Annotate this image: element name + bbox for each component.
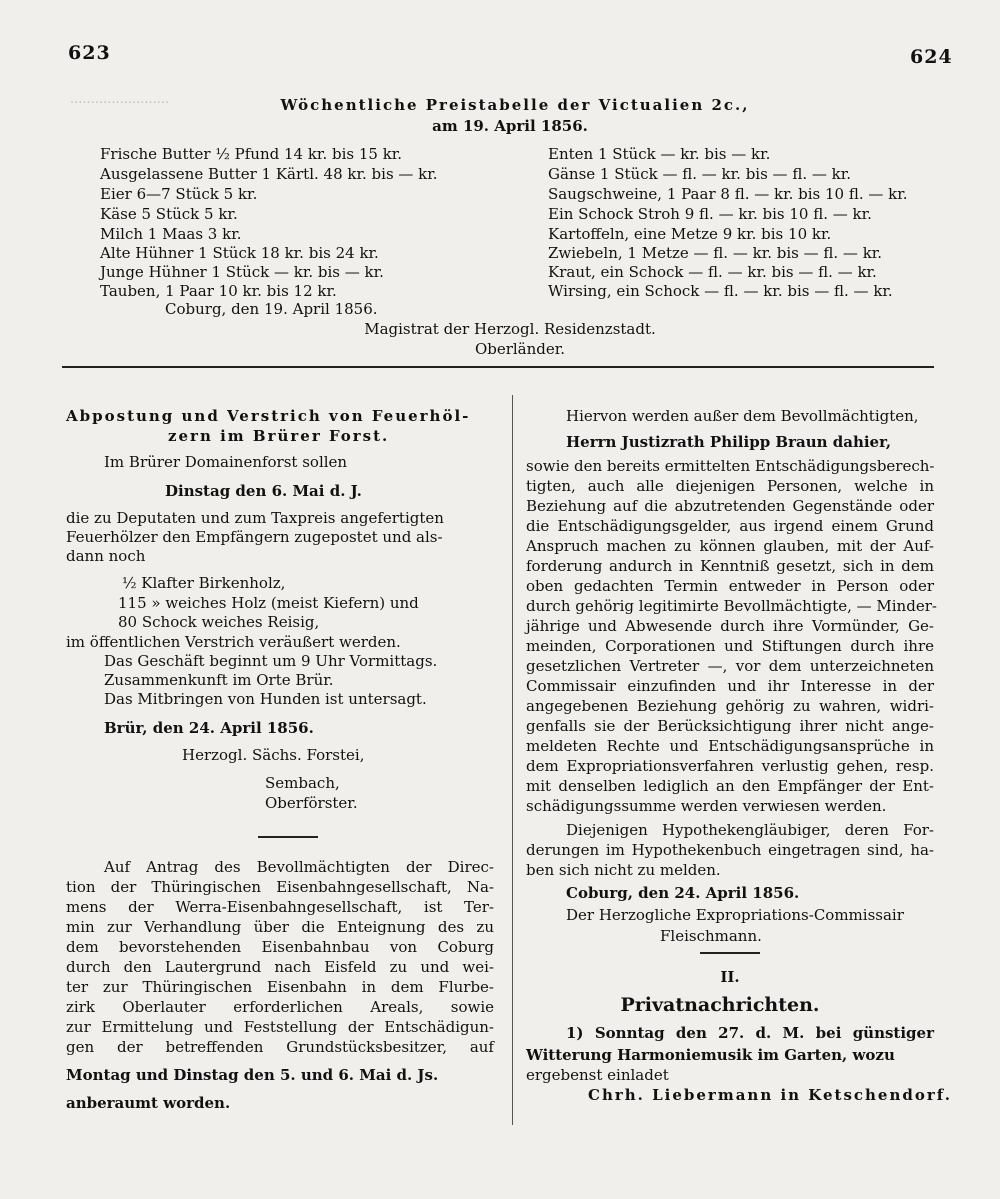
price-item: Kraut, ein Schock — fl. — kr. bis — fl. — kr.: [548, 263, 877, 281]
price-item: Eier 6—7 Stück 5 kr.: [100, 185, 258, 203]
price-item: Enten 1 Stück — kr. bis — kr.: [548, 145, 771, 163]
announcement-line: 1) Sonntag den 27. d. M. bei günstiger: [566, 1024, 934, 1042]
notice-line: ter zur Thüringischen Eisenbahn in dem Flurbe-: [66, 978, 494, 996]
horizontal-rule: [62, 366, 934, 368]
wood-item: 115 » weiches Holz (meist Kiefern) und: [118, 594, 419, 612]
notice-line: tigten, auch alle diejenigen Personen, welche in: [526, 477, 934, 495]
price-item: Milch 1 Maas 3 kr.: [100, 225, 242, 243]
notice-line: die Entschädigungsgelder, aus irgend einem Grund: [526, 517, 934, 535]
notice-line: dem bevorstehenden Eisenbahnbau von Coburg: [66, 938, 494, 956]
notice-line: zirk Oberlauter erforderlichen Areals, sowie: [66, 998, 494, 1016]
notice-line: min zur Verhandlung über die Enteignung des zu: [66, 918, 494, 936]
price-item: Zwiebeln, 1 Metze — fl. — kr. bis — fl. — kr.: [548, 244, 883, 262]
column-divider: [512, 395, 513, 1125]
left-page-number: 623: [68, 42, 111, 64]
creditors-line: ben sich nicht zu melden.: [526, 861, 721, 879]
notice-line: Auf Antrag des Bevollmächtigten der Direc-: [104, 858, 494, 876]
forest-office: Herzogl. Sächs. Forstei,: [182, 746, 365, 764]
notice-name-line: Herrn Justizrath Philipp Braun dahier,: [566, 433, 892, 451]
notice-line: mit denselben lediglich an den Empfänger der Ent-: [526, 777, 934, 795]
separator-dash: [700, 952, 760, 954]
wood-item: 80 Schock weiches Reisig,: [118, 613, 320, 631]
forest-title: Oberförster.: [265, 794, 358, 812]
wood-item: ½ Klafter Birkenholz,: [122, 574, 286, 592]
price-table-authority: Magistrat der Herzogl. Residenzstadt.: [364, 320, 656, 338]
separator-dash: [258, 836, 318, 838]
notice-line: zur Ermittelung und Feststellung der Entschädigun-: [66, 1018, 494, 1036]
price-item: Gänse 1 Stück — fl. — kr. bis — fl. — kr.: [548, 165, 852, 183]
price-table-signer: Oberländer.: [474, 340, 566, 358]
notice-line: genfalls sie der Berücksichtigung ihrer nicht ange-: [526, 717, 934, 735]
notice-line: durch gehörig legitimirte Bevollmächtigte, — Minder-: [526, 597, 937, 615]
bleed-through-text: ........................: [70, 92, 170, 107]
forest-after-line: Zusammenkunft im Orte Brür.: [104, 671, 334, 689]
section-title: Privatnachrichten.: [620, 994, 820, 1016]
announcement-signature: Chrh. Liebermann in Ketschendorf.: [588, 1086, 952, 1104]
notice-line: gesetzlichen Vertreter —, vor dem unterzeichneten: [526, 657, 934, 675]
notice-line: dem Expropriationsverfahren verlustig gehen, resp.: [526, 757, 934, 775]
notice-line: sowie den bereits ermittelten Entschädigungsberech-: [526, 457, 935, 475]
price-item: Junge Hühner 1 Stück — kr. bis — kr.: [100, 263, 384, 281]
price-item: Frische Butter ½ Pfund 14 kr. bis 15 kr.: [100, 145, 403, 163]
forest-heading: Abpostung und Verstrich von Feuerhöl-: [66, 407, 471, 425]
forest-after-line: Das Geschäft beginnt um 9 Uhr Vormittags.: [104, 652, 438, 670]
notice-end-line: anberaumt worden.: [66, 1094, 231, 1112]
forest-after-line: im öffentlichen Verstrich veräußert werden.: [66, 633, 401, 651]
forest-intro: Im Brürer Domainenforst sollen: [104, 453, 348, 471]
notice-place-date: Coburg, den 24. April 1856.: [566, 884, 800, 902]
announcement-line: ergebenst einladet: [526, 1066, 669, 1084]
forest-body-line: dann noch: [66, 547, 146, 565]
forest-after-line: Das Mitbringen von Hunden ist untersagt.: [104, 690, 427, 708]
creditors-line: derungen im Hypothekenbuch eingetragen sind, ha-: [526, 841, 934, 859]
notice-line: oben gedachten Termin entweder in Person oder: [526, 577, 934, 595]
notice-line: Anspruch machen zu können glauben, mit der Auf-: [526, 537, 934, 555]
notice-line: meinden, Corporationen und Stiftungen durch ihre: [526, 637, 934, 655]
notice-line: gen der betreffenden Grundstücksbesitzer, auf: [66, 1038, 494, 1056]
notice-signer: Fleischmann.: [660, 927, 762, 945]
notice-line: angegebenen Beziehung gehörig zu wahren, widri-: [526, 697, 934, 715]
price-item: Wirsing, ein Schock — fl. — kr. bis — fl. — kr.: [548, 282, 893, 300]
announcement-line: Witterung Harmoniemusik im Garten, wozu: [526, 1046, 895, 1064]
forest-place-date: Brür, den 24. April 1856.: [104, 719, 314, 737]
price-item: Kartoffeln, eine Metze 9 kr. bis 10 kr.: [548, 225, 832, 243]
notice-line: meldeten Rechte und Entschädigungsansprüche in: [526, 737, 934, 755]
price-table-place-date: Coburg, den 19. April 1856.: [165, 300, 378, 318]
hearing-dates: Montag und Dinstag den 5. und 6. Mai d. Js.: [66, 1066, 439, 1084]
right-page-number: 624: [910, 46, 953, 68]
price-item: Tauben, 1 Paar 10 kr. bis 12 kr.: [100, 282, 337, 300]
forest-body-line: die zu Deputaten und zum Taxpreis angefertigten: [66, 509, 444, 527]
notice-line: jährige und Abwesende durch ihre Vormünder, Ge-: [526, 617, 934, 635]
price-table-title: Wöchentliche Preistabelle der Victualien 2c.,: [280, 96, 750, 114]
notice-line: Commissair einzufinden und ihr Interesse in der: [526, 677, 934, 695]
notice-line: tion der Thüringischen Eisenbahngesellschaft, Na-: [66, 878, 494, 896]
forest-heading-cont: zern im Brürer Forst.: [168, 427, 390, 445]
notice-line: Beziehung auf die abzutretenden Gegenstände oder: [526, 497, 934, 515]
notice-line: durch den Lautergrund nach Eisfeld zu und wei-: [66, 958, 494, 976]
price-item: Alte Hühner 1 Stück 18 kr. bis 24 kr.: [100, 244, 379, 262]
section-number: II.: [720, 968, 740, 986]
forest-signer: Sembach,: [265, 774, 340, 792]
creditors-line: Diejenigen Hypothekengläubiger, deren For-: [566, 821, 934, 839]
price-table-date: am 19. April 1856.: [432, 117, 588, 135]
price-item: Ein Schock Stroh 9 fl. — kr. bis 10 fl. — kr.: [548, 205, 872, 223]
price-item: Käse 5 Stück 5 kr.: [100, 205, 238, 223]
notice-line: forderung andurch in Kenntniß gesetzt, sich in dem: [526, 557, 934, 575]
notice-line: schädigungssumme werden verwiesen werden.: [526, 797, 887, 815]
forest-date: Dinstag den 6. Mai d. J.: [165, 482, 362, 500]
price-item: Ausgelassene Butter 1 Kärtl. 48 kr. bis — kr.: [100, 165, 438, 183]
forest-body-line: Feuerhölzer den Empfängern zugepostet und als-: [66, 528, 443, 546]
notice-line: Hiervon werden außer dem Bevollmächtigten,: [566, 407, 919, 425]
price-item: Saugschweine, 1 Paar 8 fl. — kr. bis 10 fl. — kr.: [548, 185, 908, 203]
notice-line: mens der Werra-Eisenbahngesellschaft, ist Ter-: [66, 898, 494, 916]
notice-office: Der Herzogliche Expropriations-Commissair: [566, 906, 904, 924]
